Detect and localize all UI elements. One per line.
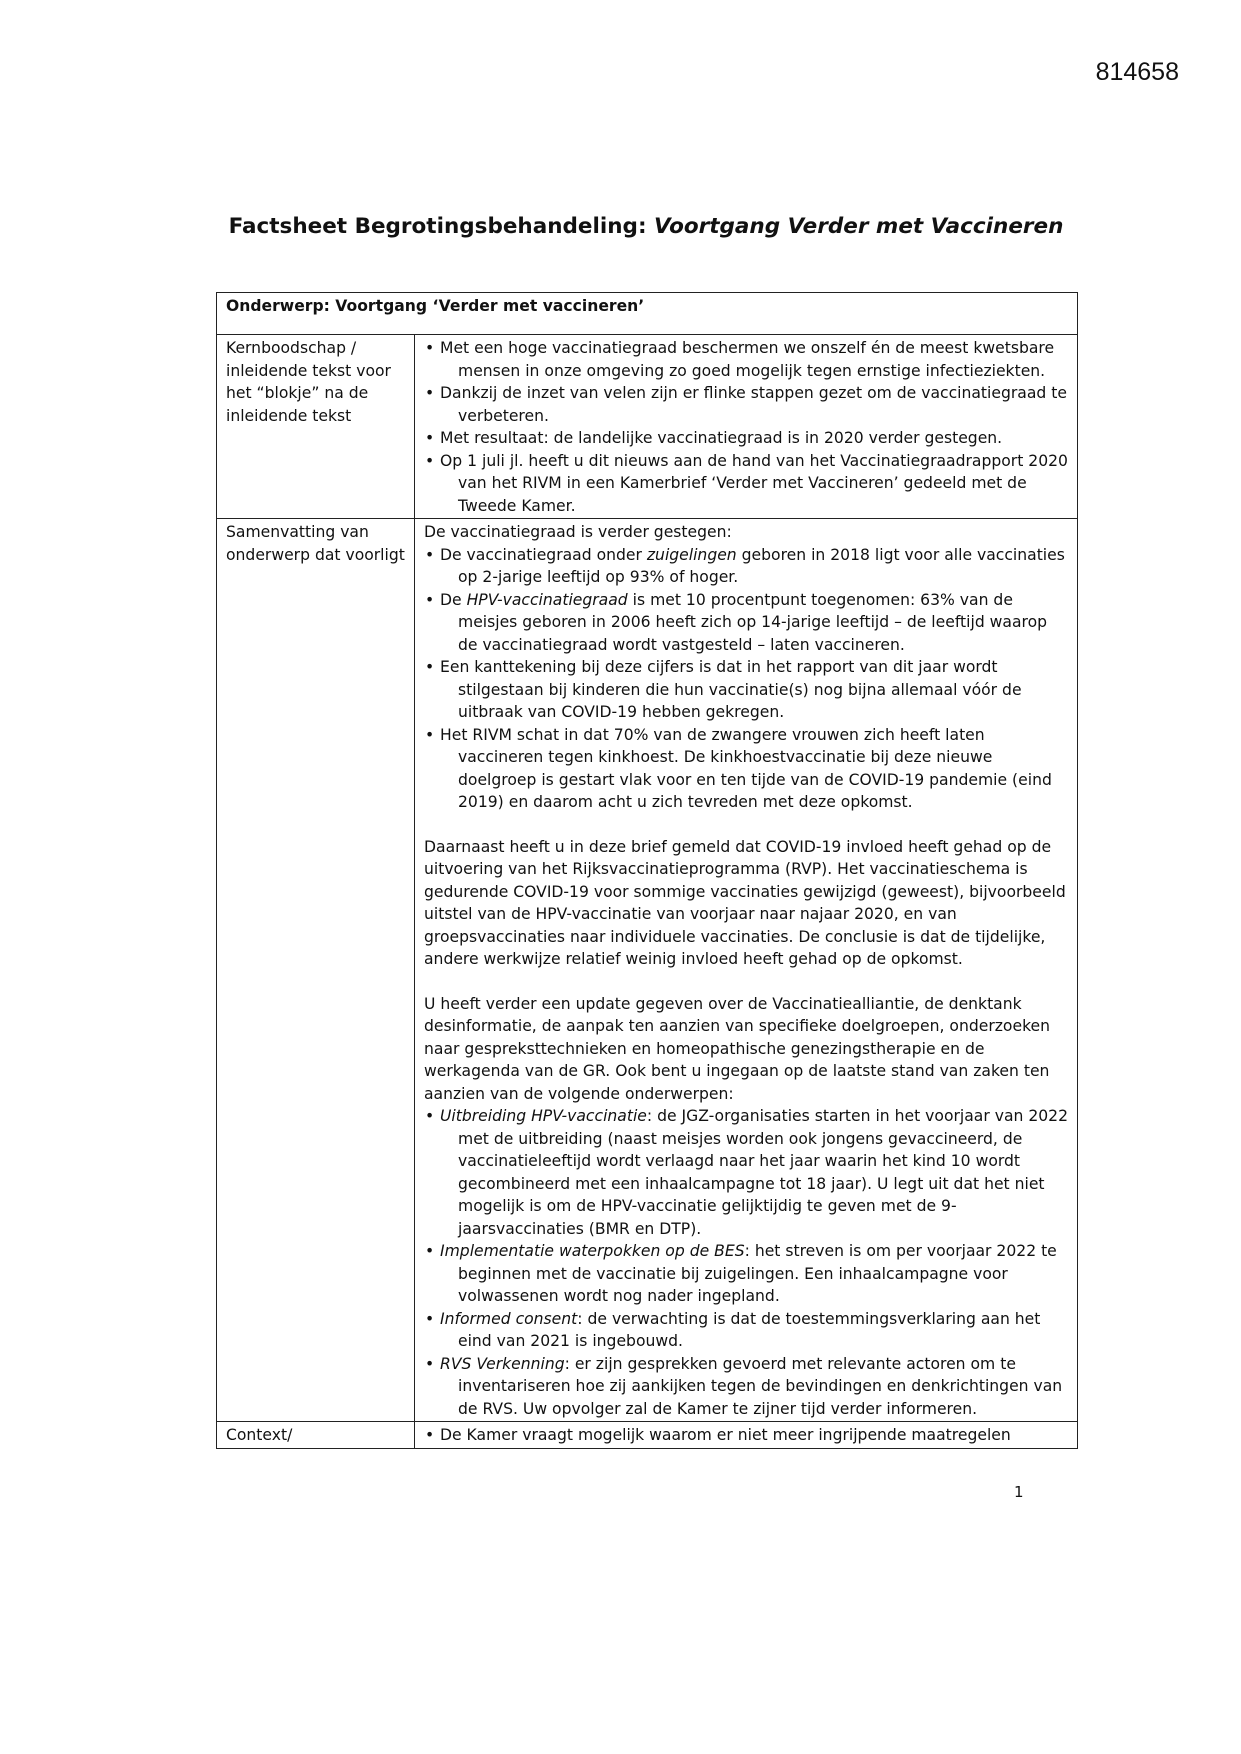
- content-samenvatting: [415, 519, 1078, 1422]
- list-item: [424, 544, 1069, 589]
- list-item: • Dankzij de inzet van velen zijn er flinke stappen gezet om de vaccinatiegraad te verbeteren.: [424, 382, 1069, 427]
- row-samenvatting: [217, 519, 1078, 1422]
- factsheet-table: [216, 292, 1078, 1449]
- kernboodschap-list: [424, 337, 1069, 517]
- page-title: [216, 214, 1076, 240]
- label-samenvatting: Samenvatting van onderwerp dat voorligt: [217, 519, 415, 1422]
- context-list: [424, 1424, 1069, 1447]
- text-run: : de verwachting is dat de toestemmingsverklaring aan het eind van 2021 is ingebouwd.: [458, 1309, 1041, 1350]
- subject-cell: Onderwerp: Voortgang ‘Verder met vaccineren’: [217, 293, 1078, 335]
- text-run: geboren in 2018 ligt voor alle vaccinaties op 2-jarige leeftijd op 93% of hoger.: [458, 545, 1065, 586]
- samenvatting-list: [424, 544, 1069, 814]
- row-context: [217, 1422, 1078, 1449]
- italic-run: Uitbreiding HPV-vaccinatie: [440, 1107, 647, 1125]
- text-run: : het streven is om per voorjaar 2022 te beginnen met de vaccinatie bij zuigelingen. Een inhaalcampagne voor volwassenen wordt nog nader ingepland.: [458, 1242, 1057, 1305]
- title-plain: Factsheet Begrotingsbehandeling:: [228, 214, 655, 239]
- samenvatting-paragraph-2: U heeft verder een update gegeven over de Vaccinatiealliantie, de denktank desinformatie, de aanpak ten aanzien van specifieke doelgroepen, onderzoeken naar gespreksttechnieken en homeopathische genezingstherapie en de werkagenda van de GR. Ook bent u ingegaan op de laatste stand van zaken ten aanzien van de volgende onderwerpen:: [424, 994, 1051, 1103]
- list-item: • Met resultaat: de landelijke vaccinatiegraad is in 2020 verder gestegen.: [424, 427, 1069, 450]
- text-run: : er zijn gesprekken gevoerd met relevante actoren om te inventariseren hoe zij aankijken tegen de bevindingen en denkrichtingen van de RVS. Uw opvolger zal de Kamer te zijner tijd verder informeren.: [458, 1354, 1063, 1418]
- text-run: Een kanttekening bij deze cijfers is dat in het rapport van dit jaar wordt stilgestaan bij kinderen die hun vaccinatie(s) nog bijna allemaal vóór de uitbraak van COVID-19 hebben gekregen.: [440, 658, 1022, 721]
- label-context: Context/: [217, 1422, 415, 1449]
- text-run: De vaccinatiegraad onder: [440, 545, 647, 564]
- text-run: is met 10 procentpunt toegenomen: 63% van de meisjes geboren in 2006 heeft zich op 14-jarige leeftijd – de leeftijd waarop de vaccinatiegraad wordt vastgesteld – laten vaccineren.: [458, 590, 1048, 654]
- list-item: • De Kamer vraagt mogelijk waarom er niet meer ingrijpende maatregelen: [424, 1424, 1069, 1447]
- list-item: [424, 1105, 1069, 1240]
- list-item: • Met een hoge vaccinatiegraad beschermen we onszelf én de meest kwetsbare mensen in onze omgeving zo goed mogelijk tegen ernstige infectieziekten.: [424, 337, 1069, 382]
- row-kernboodschap: [217, 335, 1078, 519]
- text-run: Het RIVM schat in dat 70% van de zwangere vrouwen zich heeft laten vaccineren tegen kinkhoest. De kinkhoestvaccinatie bij deze nieuwe doelgroep is gestart vlak voor en ten tijde van de COVID-19 pandemie (eind 2019) en daarom acht u zich tevreden met deze opkomst.: [440, 725, 1052, 811]
- list-item: • Op 1 juli jl. heeft u dit nieuws aan de hand van het Vaccinatiegraadrapport 2020 van het RIVM in een Kamerbrief ‘Verder met Vaccineren’ gedeeld met de Tweede Kamer.: [424, 450, 1069, 518]
- text-run: De: [440, 590, 467, 609]
- content-kernboodschap: [415, 335, 1078, 519]
- text-run: : de JGZ-organisaties starten in het voorjaar van 2022 met de uitbreiding (naast meisjes worden ook jongens gevaccineerd, de vaccinatieleeftijd wordt verlaagd naar het jaar waarin het kind 10 wordt gecombineerd met een inhaalcampagne tot 18 jaar). U legt uit dat het niet mogelijk is om de HPV-vaccinatie gelijktijdig te geven met de 9-jaarsvaccinaties (BMR en DTP).: [458, 1107, 1069, 1238]
- italic-run: HPV-vaccinatiegraad: [466, 590, 628, 609]
- list-item: [424, 1308, 1069, 1353]
- page-number: 1: [1014, 1483, 1024, 1501]
- italic-run: zuigelingen: [646, 545, 737, 564]
- document-id: 814658: [1095, 58, 1179, 86]
- list-item: [424, 724, 1069, 814]
- list-item: [424, 589, 1069, 657]
- topics-list: [424, 1105, 1069, 1420]
- italic-run: Implementatie waterpokken op de BES: [440, 1242, 745, 1260]
- list-item: [424, 1240, 1069, 1308]
- italic-run: Informed consent: [440, 1309, 578, 1328]
- list-item: [424, 1353, 1069, 1421]
- content-context: [415, 1422, 1078, 1449]
- samenvatting-intro: De vaccinatiegraad is verder gestegen:: [424, 523, 732, 541]
- list-item: [424, 656, 1069, 724]
- samenvatting-paragraph-1: Daarnaast heeft u in deze brief gemeld dat COVID-19 invloed heeft gehad op de uitvoering van het Rijksvaccinatieprogramma (RVP). Het vaccinatieschema is gedurende COVID-19 voor sommige vaccinaties gewijzigd (geweest), bijvoorbeeld uitstel van de HPV-vaccinatie van voorjaar naar najaar 2020, en van groepsvaccinaties naar individuele vaccinaties. De conclusie is dat de tijdelijke, andere werkwijze relatief weinig invloed heeft gehad op de opkomst.: [424, 837, 1066, 968]
- title-italic: Voortgang Verder met Vaccineren: [654, 214, 1064, 239]
- label-kernboodschap: Kernboodschap / inleidende tekst voor het “blokje” na de inleidende tekst: [217, 335, 415, 519]
- subject-row: [217, 293, 1078, 335]
- italic-run: RVS Verkenning: [440, 1354, 565, 1373]
